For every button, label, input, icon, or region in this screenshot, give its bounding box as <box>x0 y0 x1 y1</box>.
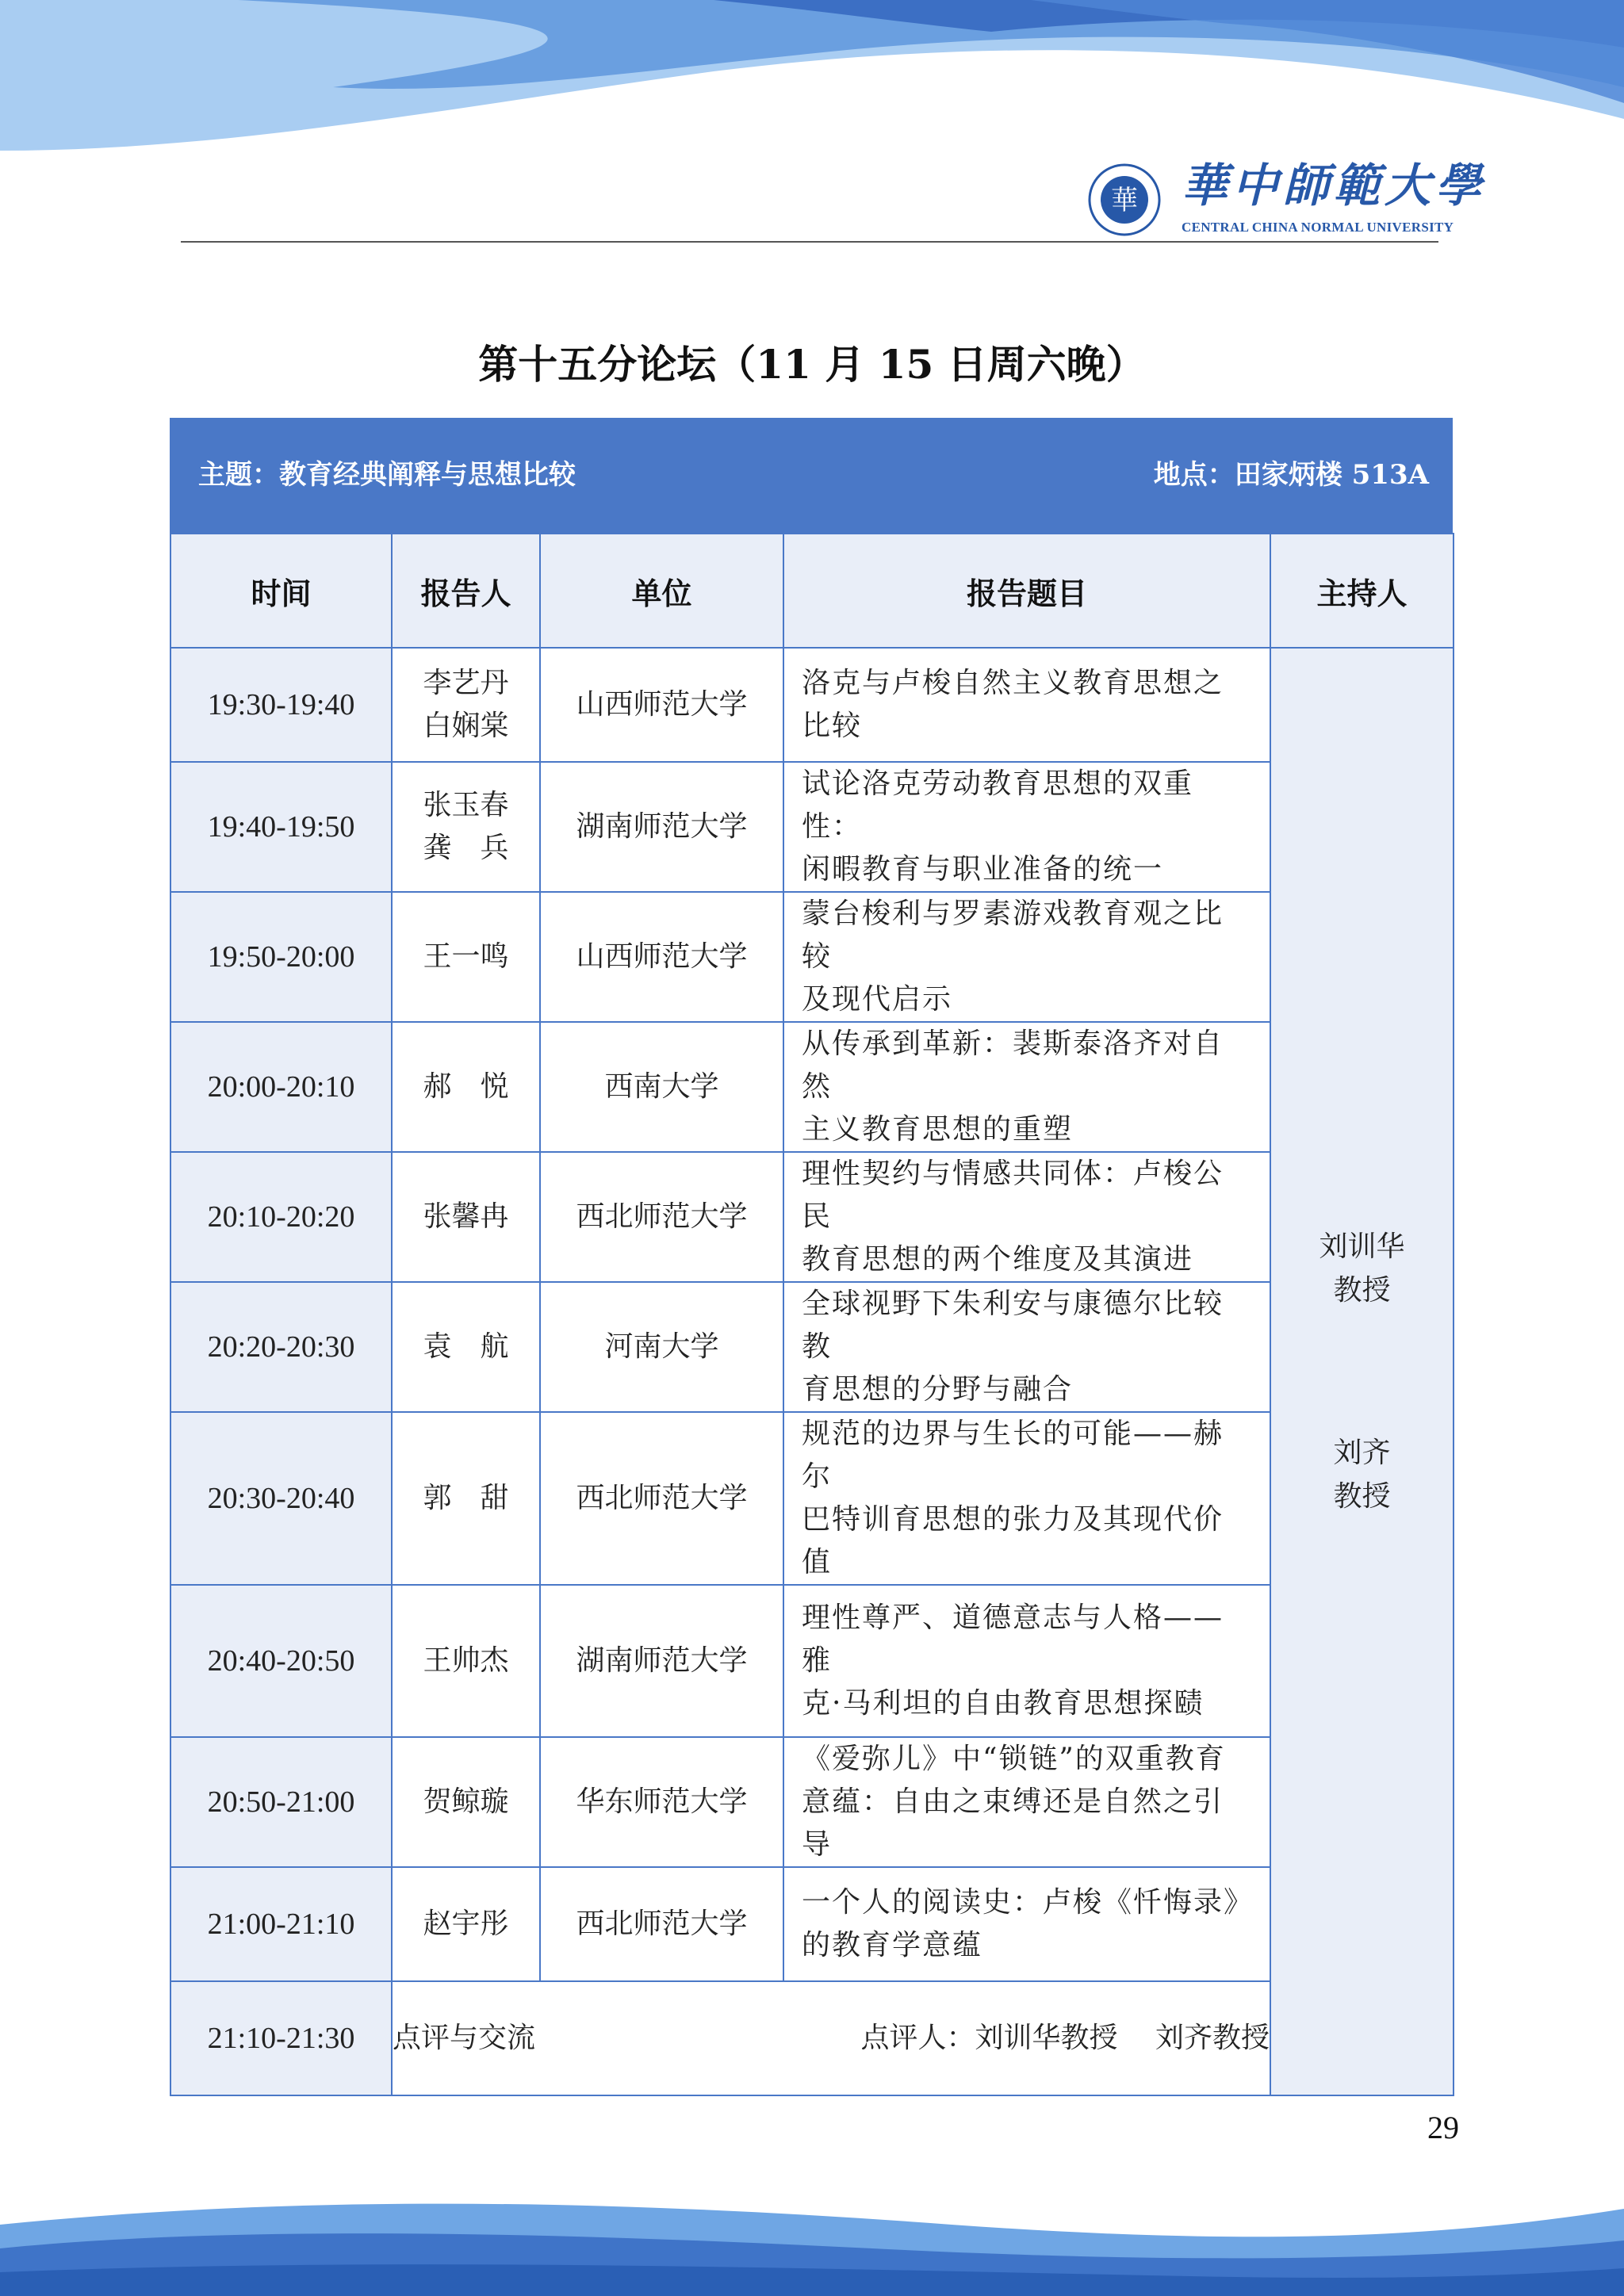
unit-cell: 山西师范大学 <box>540 892 783 1022</box>
topic-cell <box>783 1282 1270 1412</box>
university-name-en: CENTRAL CHINA NORMAL UNIVERSITY <box>1182 220 1454 235</box>
topic-line: 规范的边界与生长的可能——赫尔 <box>802 1418 1224 1493</box>
time-cell: 20:00-20:10 <box>170 1022 392 1152</box>
speaker-cell <box>392 1737 540 1867</box>
university-seal-icon <box>1088 163 1161 236</box>
topic-line: 及现代启示 <box>802 983 953 1016</box>
forum-venue: 地点：田家炳楼 513A <box>1153 459 1429 491</box>
host-name: 刘训华 <box>1319 1230 1405 1263</box>
table-row <box>170 1867 1454 1981</box>
host-name: 刘齐 <box>1333 1437 1391 1469</box>
topic-line: 从传承到革新：裴斯泰洛齐对自然 <box>802 1027 1224 1103</box>
discussion-content <box>393 2017 1270 2060</box>
topic-line: 闲暇教育与职业准备的统一 <box>802 853 1164 886</box>
topic-line: 意蕴：自由之束缚还是自然之引导 <box>802 1785 1224 1861</box>
bottom-wave-decoration <box>0 2161 1624 2296</box>
table-row <box>170 892 1454 1022</box>
time-cell: 20:10-20:20 <box>170 1152 392 1282</box>
speaker-cell <box>392 1022 540 1152</box>
speaker-name: 郭 甜 <box>423 1482 509 1514</box>
time-cell: 19:40-19:50 <box>170 762 392 892</box>
table-row <box>170 762 1454 892</box>
speaker-name: 张馨冉 <box>423 1200 509 1233</box>
speaker-cell <box>392 648 540 762</box>
topic-cell <box>783 1867 1270 1981</box>
forum-banner <box>170 418 1453 533</box>
time-cell: 20:20-20:30 <box>170 1282 392 1412</box>
topic-line: 全球视野下朱利安与康德尔比较教 <box>802 1288 1224 1363</box>
table-row <box>170 1022 1454 1152</box>
forum-theme: 主题：教育经典阐释与思想比较 <box>198 459 576 491</box>
speaker-name: 王一鸣 <box>423 940 509 973</box>
topic-cell <box>783 1412 1270 1585</box>
column-header-time: 时间 <box>170 534 392 648</box>
time-cell: 20:30-20:40 <box>170 1412 392 1585</box>
topic-line: 主义教育思想的重塑 <box>802 1113 1074 1146</box>
topic-line: 蒙台梭利与罗素游戏教育观之比较 <box>802 897 1224 973</box>
unit-cell: 湖南师范大学 <box>540 762 783 892</box>
time-cell: 20:50-21:00 <box>170 1737 392 1867</box>
discussion-activity: 点评与交流 <box>393 2022 536 2054</box>
header-divider <box>181 241 1438 243</box>
time-cell: 20:40-20:50 <box>170 1585 392 1737</box>
speaker-cell <box>392 892 540 1022</box>
host-title: 教授 <box>1333 1480 1391 1513</box>
unit-cell: 山西师范大学 <box>540 648 783 762</box>
topic-line: 《爱弥儿》中“锁链”的双重教育 <box>802 1743 1226 1775</box>
speaker-name: 赵宇彤 <box>423 1908 509 1940</box>
host-title: 教授 <box>1333 1274 1391 1307</box>
topic-line: 理性契约与情感共同体：卢梭公民 <box>802 1158 1224 1233</box>
speaker-cell <box>392 1585 540 1737</box>
column-header-speaker: 报告人 <box>392 534 540 648</box>
column-header-topic: 报告题目 <box>783 534 1270 648</box>
unit-cell: 西北师范大学 <box>540 1867 783 1981</box>
topic-line: 巴特训育思想的张力及其现代价值 <box>802 1503 1224 1578</box>
unit-cell: 湖南师范大学 <box>540 1585 783 1737</box>
closing-row <box>170 1981 1454 2095</box>
table-row <box>170 648 1454 762</box>
speaker-cell <box>392 1282 540 1412</box>
top-wave-decoration <box>0 0 1624 159</box>
table-row <box>170 1737 1454 1867</box>
speaker-name: 张玉春 <box>423 789 509 821</box>
topic-cell <box>783 892 1270 1022</box>
time-cell: 19:50-20:00 <box>170 892 392 1022</box>
speaker-name: 袁 航 <box>423 1330 509 1363</box>
speaker-cell <box>392 1412 540 1585</box>
topic-cell <box>783 1737 1270 1867</box>
table-row <box>170 1282 1454 1412</box>
time-cell: 21:10-21:30 <box>170 1981 392 2095</box>
unit-cell: 华东师范大学 <box>540 1737 783 1867</box>
university-logo <box>1088 157 1487 244</box>
speaker-cell <box>392 762 540 892</box>
unit-cell: 西南大学 <box>540 1022 783 1152</box>
unit-cell: 西北师范大学 <box>540 1412 783 1585</box>
topic-cell <box>783 648 1270 762</box>
column-header-unit: 单位 <box>540 534 783 648</box>
topic-line: 试论洛克劳动教育思想的双重性： <box>802 767 1194 843</box>
topic-cell <box>783 1022 1270 1152</box>
host-cell <box>1270 648 1454 2095</box>
speaker-name: 郝 悦 <box>423 1070 509 1103</box>
host-list <box>1271 1225 1453 1518</box>
discussion-cell <box>392 1981 1270 2095</box>
schedule-grid <box>170 533 1454 2096</box>
table-row <box>170 1412 1454 1585</box>
time-cell: 21:00-21:10 <box>170 1867 392 1981</box>
speaker-name: 贺鲸璇 <box>423 1785 509 1818</box>
table-row <box>170 1152 1454 1282</box>
topic-line: 理性尊严、道德意志与人格——雅 <box>802 1601 1224 1677</box>
speaker-name: 龚 兵 <box>423 832 509 864</box>
topic-line: 洛克与卢梭自然主义教育思想之比较 <box>802 667 1224 742</box>
page-number: 29 <box>1427 2110 1459 2145</box>
unit-cell: 河南大学 <box>540 1282 783 1412</box>
topic-line: 育思想的分野与融合 <box>802 1373 1074 1406</box>
topic-line: 的教育学意蕴 <box>802 1929 983 1961</box>
topic-line: 克·马利坦的自由教育思想探赜 <box>802 1687 1205 1720</box>
schedule-body <box>170 648 1454 2095</box>
speaker-name: 李艺丹 <box>423 667 509 699</box>
page-title: 第十五分论坛（11 月 15 日周六晚） <box>478 341 1146 388</box>
topic-line: 一个人的阅读史：卢梭《忏悔录》 <box>802 1886 1254 1919</box>
speaker-cell <box>392 1867 540 1981</box>
topic-cell <box>783 1152 1270 1282</box>
speaker-name: 王帅杰 <box>423 1644 509 1677</box>
topic-line: 教育思想的两个维度及其演进 <box>802 1243 1194 1276</box>
unit-cell: 西北师范大学 <box>540 1152 783 1282</box>
discussion-reviewers: 点评人：刘训华教授 刘齐教授 <box>860 2022 1270 2054</box>
schedule-table <box>170 418 1453 2055</box>
speaker-cell <box>392 1152 540 1282</box>
topic-cell <box>783 762 1270 892</box>
university-name-cn: 華中師範大學 <box>1182 159 1487 212</box>
time-cell: 19:30-19:40 <box>170 648 392 762</box>
topic-cell <box>783 1585 1270 1737</box>
header-row <box>170 534 1454 648</box>
table-row <box>170 1585 1454 1737</box>
svg-text:華: 華 <box>1111 185 1138 216</box>
speaker-name: 白娴棠 <box>423 710 509 742</box>
column-header-host: 主持人 <box>1270 534 1454 648</box>
